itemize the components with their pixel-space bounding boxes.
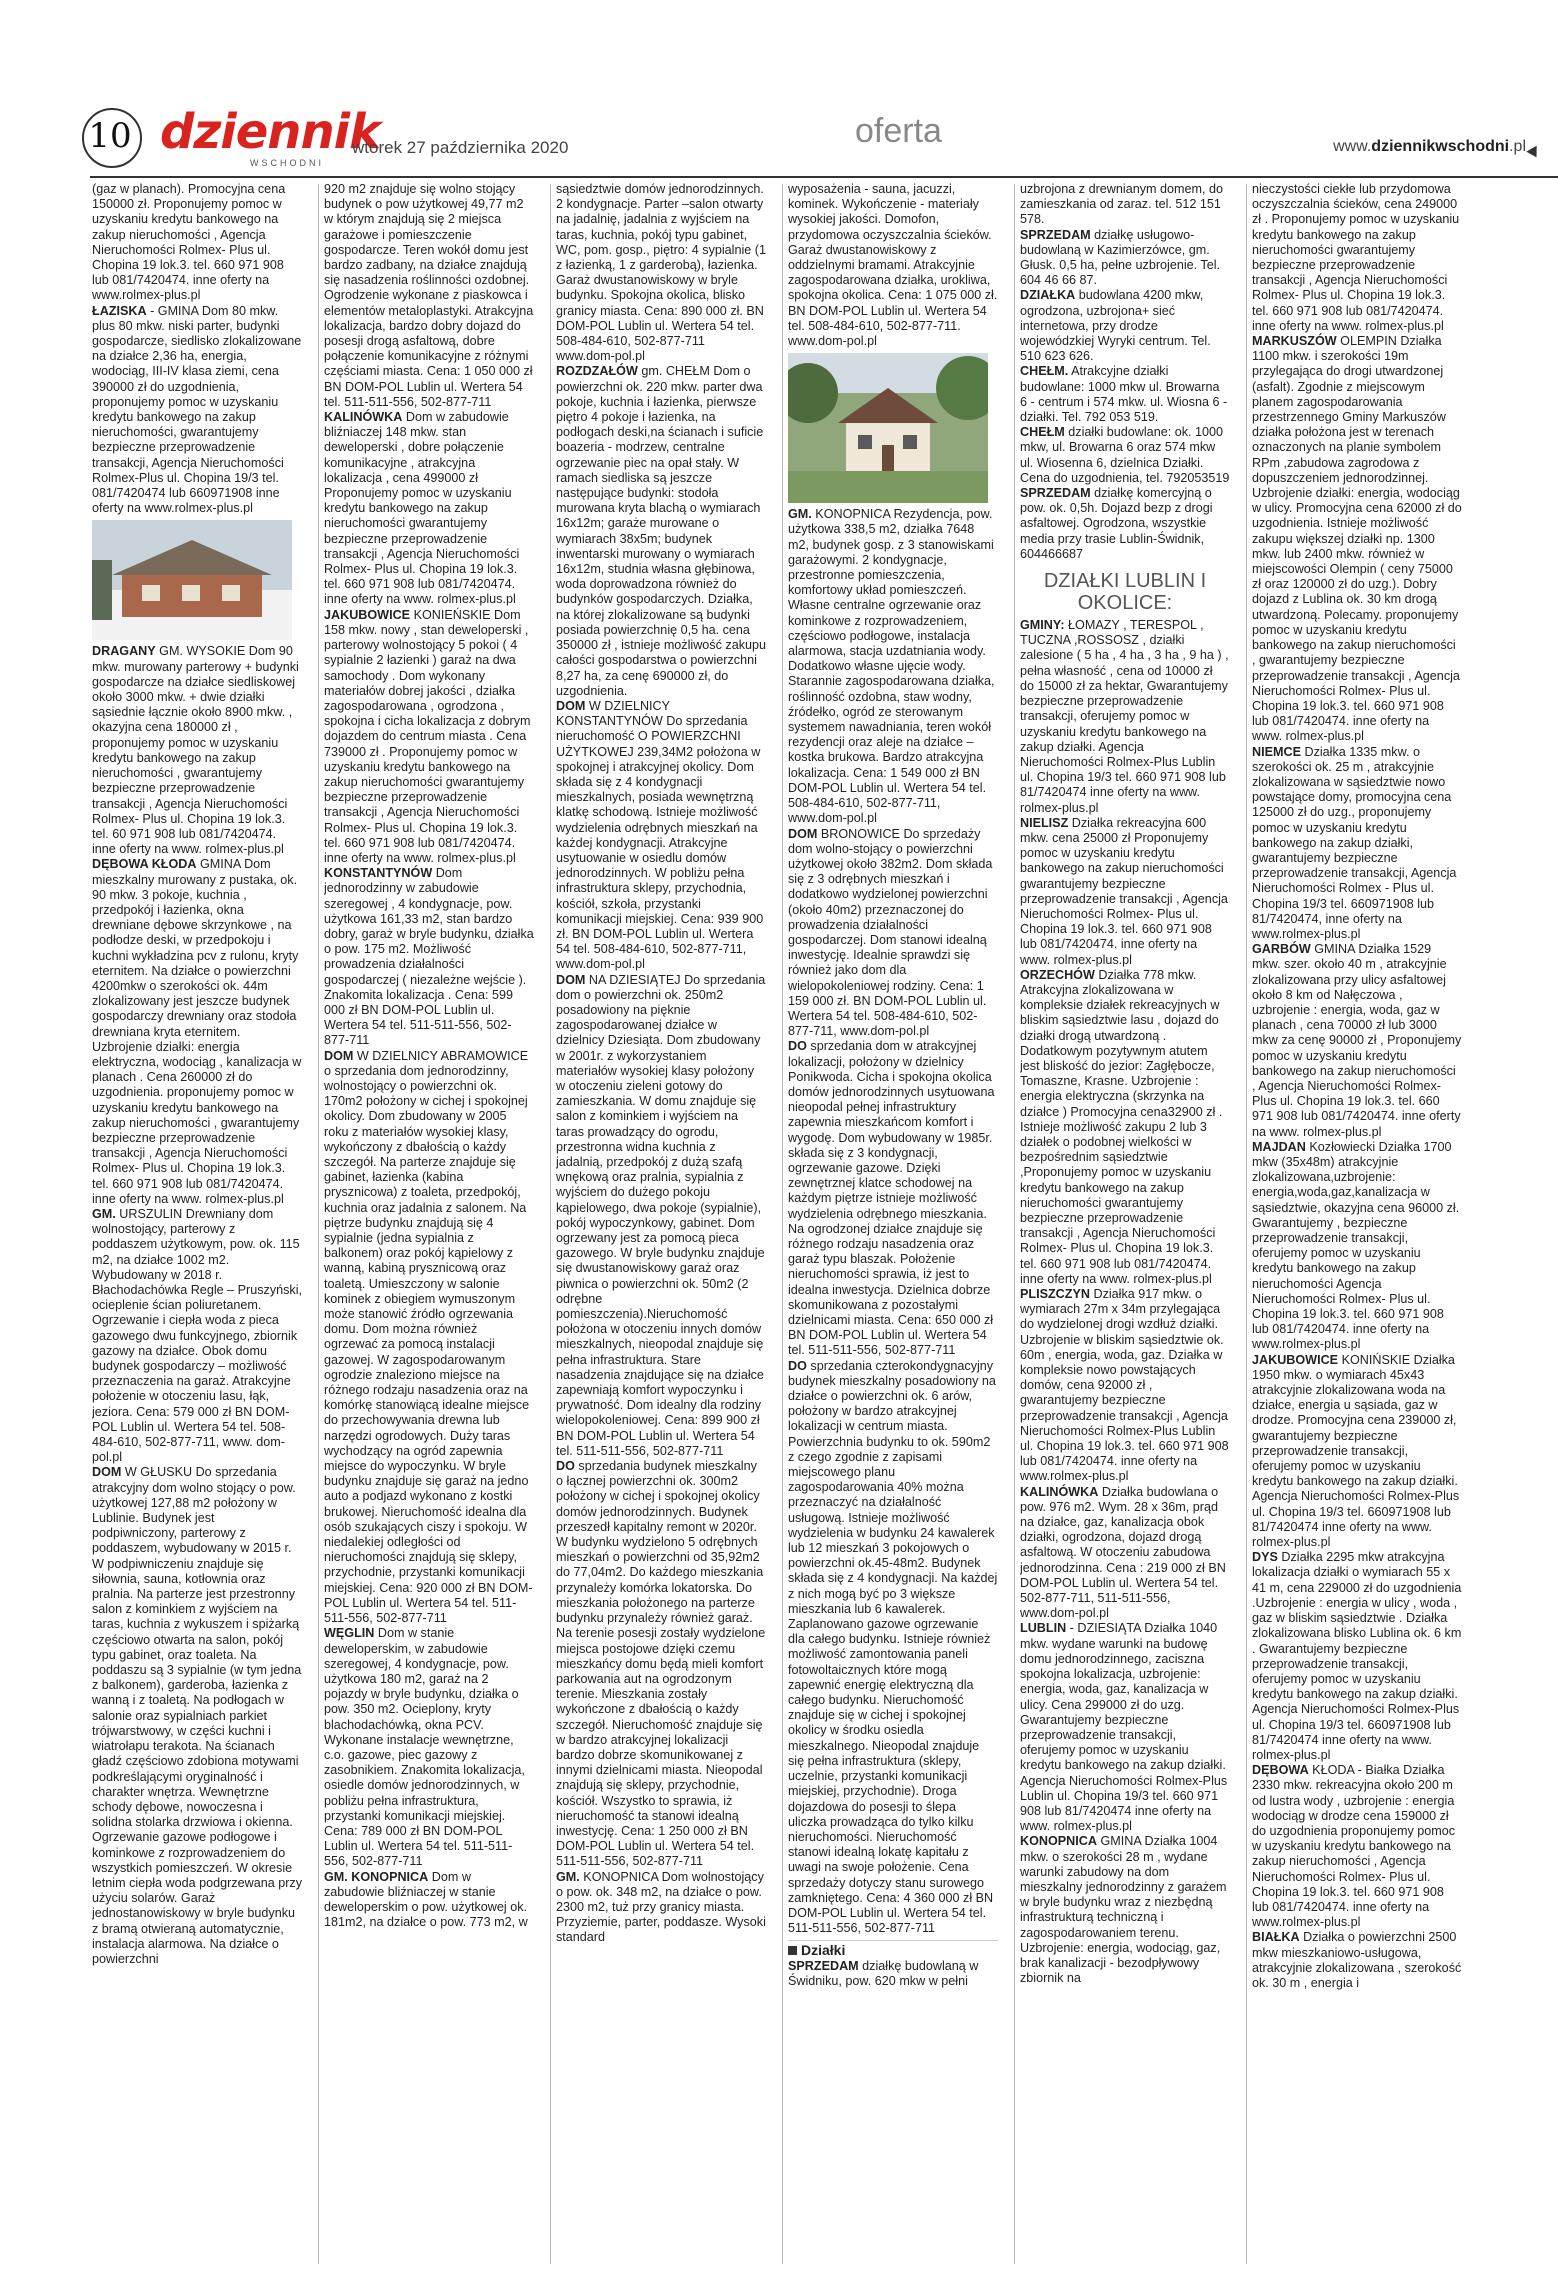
listing: GM. URSZULIN Drewniany dom wolnostojący, parterowy z poddaszem użytkowym, pow. ok. 115 m2, na działce 1002 m2. Wybudowany w 2018 r. Błachodachówka Regle – Pruszyński, ocieplenie ścian poliuretanem. Ogrzewanie i ciepła woda z pieca gazowego dwu funkcyjnego, zbiornik gazowy na działce. Obok domu budynek gospodarczy – możliwość przeznaczenia na garaż. Atrakcyjne położenie w otoczeniu lasu, łąk, jeziora. Cena: 579 000 zł BN DOM-POL Lublin ul. Wertera 54 tel. 508-484-610, 502-877-711, www. dom-pol.pl [92,1206,302,1465]
page-number: 10 [88,116,132,156]
listing: KONSTANTYNÓW Dom jednorodzinny w zabudowie szeregowej , 4 kondygnacje, pow. użytkowa 161,33 m2, stan bardzo dobry, garaż w bryle budynku, działka o pow. 175 m2. Możliwość prowadzenia działalności gospodarczej ( niezależne wejście ). Znakomita lokalizacja . Cena: 599 000 zł BN DOM-POL Lublin ul. Wertera 54 tel. 511-511-556, 502-877-711 [324,866,534,1048]
header-rule [90,176,1558,178]
brand-subtitle: WSCHODNI [250,158,324,168]
listing: PLISZCZYN Działka 917 mkw. o wymiarach 27m x 34m przylegająca do wydzielonej drogi wzdłuż działki. Uzbrojenie w bliskim sąsiedztwie ok. 60m , energia, woda, gaz. Działka w kompleksie nowo powstających domów, cena 92000 zł , gwarantujemy bezpieczne przeprowadzenie transakcji , Agencja Nieruchomości Rolmex-Plus Lublin ul. Chopina 19 lok.3. tel. 660 971 908 lub 081/7420474. inne oferty na www.rolmex-plus.pl [1020,1287,1229,1484]
section-title: oferta [855,112,942,150]
listing: BIAŁKA Działka o powierzchni 2500 mkw mieszkaniowo-usługowa, atrakcyjnie zlokalizowana , szerokość ok. 30 m , energia i [1252,1930,1462,1990]
listing: DO sprzedania dom w atrakcyjnej lokalizacji, położony w dzielnicy Ponikwoda. Cicha i spokojna okolica domów jednorodzinnych usytuowana nieopodal pełnej infrastruktury zapewnia mieszkańcom komfort i wygodę. Dom wybudowany w 1985r. składa się z 3 kondygnacji, ogrzewanie gazowe. Dzięki zewnętrznej klatce schodowej na każdym piętrze istnieje możliwość wydzielenia odrębnego mieszkania. Na ogrodzonej działce znajduje się różnego rodzaju nasadzenia oraz garaż typu blaszak. Położenie nieruchomości sprawia, iż jest to idealna inwestycja. Dzielnica dobrze skomunikowana z pozostałymi dzielnicami miasta. Cena: 650 000 zł BN DOM-POL Lublin ul. Wertera 54 tel. 511-511-556, 502-877-711 [788,1039,995,1358]
listing: CHEŁM. Atrakcyjne działki budowlane: 1000 mkw ul. Browarna 6 - centrum i 574 mkw. ul. Wiosna 6 - działki. Tel. 792 053 519. [1020,364,1228,425]
listing: NIEMCE Działka 1335 mkw. o szerokości ok. 25 m , atrakcyjnie zlokalizowana w sąsiedztwie nowo powstające domy, promocyjna cena 125000 zł do uzg., proponujemy pomoc w uzyskaniu kredytu bankowego na zakup działki, gwarantujemy bezpieczne przeprowadzenie transakcji, Agencja Nieruchomości Rolmex - Plus ul. Chopina 19/3 tel. 660971908 lub 81/7420474, inne oferty na www.rolmex-plus.pl [1252,744,1457,941]
listing-text: nieczystości ciekłe lub przydomowa oczyszczalnia ścieków, cena 249000 zł . Proponujemy pomoc w uzyskaniu kredytu bankowego na zakup nieruchomości gwarantujemy bezpieczne przeprowadzenie transakcji , Agencja Nieruchomości Rolmex- Plus ul. Chopina 19 lok.3. tel. 660 971 908 lub 081/7420474. inne oferty na www. rolmex-plus.pl [1252,182,1460,333]
page-header [0,0,1558,180]
listing: DĘBOWA KŁODA - Białka Działka 2330 mkw. rekreacyjna około 200 m od lustra wody , uzbrojenie : energia wodociąg w drodze cena 159000 zł do uzgodnienia proponujemy pomoc w uzyskaniu kredytu bankowego na zakup nieruchomości , Agencja Nieruchomości Rolmex- Plus ul. Chopina 19 lok.3. tel. 660 971 908 lub 081/7420474. inne oferty na www.rolmex-plus.pl [1252,1763,1456,1930]
issue-date: wtorek 27 października 2020 [352,138,569,157]
column-3 [556,182,766,2272]
listing: MARKUSZÓW OLEMPIN Działka 1100 mkw. i szerokości 19m przylegająca do drogi utwardzonej (asfalt). Zgodnie z miejscowym planem zagospodarowania przestrzennego Gminy Markuszów działka położona jest w terenach oznaczonych na planie symbolem RPm ,zabudowa zagrodowa z dopuszczeniem jednorodzinnej. Uzbrojenie działki: energia, wodociąg w ulicy. Promocyjna cena 62000 zł do uzgodnienia. Istnieje możliwość zakupu większej działki np. 1300 mkw. lub 2400 mkw. również w miejscowości Olempin ( ceny 75000 zł oraz 120000 zł do uzg.). Dobry dojazd z Lublina ok. 30 km drogą utwardzoną. Polecamy. proponujemy pomoc w uzyskaniu kredytu bankowego na zakup nieruchomości , gwarantujemy bezpieczne przeprowadzenie transakcji , Agencja Nieruchomości Rolmex- Plus ul. Chopina 19 lok.3. tel. 660 971 908 lub 081/7420474. inne oferty na www. rolmex-plus.pl [1252,334,1462,744]
column-5 [1020,182,1230,2272]
listing: DĘBOWA KŁODA GMINA Dom mieszkalny murowany z pustaka, ok. 90 mkw. 3 pokoje, kuchnia , przedpokój i łazienka, okna drewniane dębowe skrzynkowe , na podłodze deski, w przedpokoju i kuchni wykładzina pcv z rulonu, kryty eternitem. Na działce o powierzchni 4200mkw o szerokości ok. 44m zlokalizowany jest jeszcze budynek gospodarczy drewniany oraz stodoła drewniana kryta eternitem. Uzbrojenie działki: energia elektryczna, wodociąg , kanalizacja w planach . Cena 260000 zł do uzgodnienia. proponujemy pomoc w uzyskaniu kredytu bankowego na zakup nieruchomości , gwarantujemy bezpieczne przeprowadzenie transakcji , Agencja Nieruchomości Rolmex- Plus ul. Chopina 19 lok.3. tel. 660 971 908 lub 081/7420474. inne oferty na www. rolmex-plus.pl [92,857,302,1206]
listing: SPRZEDAM działkę usługowo-budowlaną w Kazimierzówce, gm. Głusk. 0,5 ha, pełne uzbrojenie. Tel. 604 46 66 87. [1020,227,1220,288]
listing-text: sąsiedztwie domów jednorodzinnych. 2 kondygnacje. Parter –salon otwarty na jadalnię, jadalnia z wyjściem na taras, kuchnia, pokój typu gabinet, WC, pom. gosp., piętro: 4 sypialnie (1 z łazienką, 1 z garderobą), łazienka. Garaż dwustanowiskowy w bryle budynku. Spokojna okolica, blisko granicy miasta. Cena: 890 000 zł. BN DOM-POL Lublin ul. Wertera 54 tel. 508-484-610, 502-877-711 www.dom-pol.pl [556,182,766,364]
listing: GARBÓW GMINA Działka 1529 mkw. szer. około 40 m , atrakcyjnie zlokalizowana przy ulicy asfaltowej około 8 km od Nałęczowa , uzbrojenie : energia, woda, gaz w planach , cena 70000 zł lub 3000 mkw za cenę 90000 zł , Proponujemy pomoc w uzyskaniu kredytu bankowego na zakup nieruchomości , Agencja Nieruchomości Rolmex- Plus ul. Chopina 19 lok.3. tel. 660 971 908 lub 081/7420474. inne oferty na www. rolmex-plus.pl [1252,942,1462,1139]
listing: GM. KONOPNICA Dom wolnostojący o pow. ok. 348 m2, na działce o pow. 2300 m2, tuż przy granicy miasta. Przyziemie, parter, poddasze. Wysoki standard [556,1869,766,1945]
house-photo [92,520,292,640]
listing: MAJDAN Kozłowiecki Działka 1700 mkw (35x48m) atrakcyjnie zlokalizowana,uzbrojenie: energia,woda,gaz,kanalizacja w sąsiedztwie, okazyjna cena 96000 zł. Gwarantujemy , bezpieczne przeprowadzenie transakcji, oferujemy pomoc w uzyskaniu kredytu bankowego na zakup nieruchomości Agencja Nieruchomości Rolmex- Plus ul. Chopina 19 lok.3. tel. 660 971 908 lub 081/7420474. inne oferty na www.rolmex-plus.pl [1252,1139,1460,1352]
listing-text: (gaz w planach). Promocyjna cena 150000 zł. Proponujemy pomoc w uzyskaniu kredytu bankowego na zakup nieruchomości , Agencja Nieruchomości Rolmex- Plus ul. Chopina 19 lok.3. tel. 660 971 908 lub 081/7420474. inne oferty na www.rolmex-plus.pl [92,182,286,303]
listing: KALINÓWKA Dom w zabudowie bliźniaczej 148 mkw. stan deweloperski , dobre połączenie komunikacyjne , atrakcyjna lokalizacja , cena 499000 zł Proponujemy pomoc w uzyskaniu kredytu bankowego na zakup nieruchomości gwarantujemy bezpieczne przeprowadzenie transakcji , Agencja Nieruchomości Rolmex- Plus ul. Chopina 19 lok.3. tel. 660 971 908 lub 081/7420474. inne oferty na www. rolmex-plus.pl [324,410,520,607]
column-1 [92,182,302,2272]
listing: DOM BRONOWICE Do sprzedaży dom wolno-stojący o powierzchni użytkowej około 382m2. Dom składa się z 3 odrębnych mieszkań i dodatkowo wydzielonej powierzchni (około 40m2) przeznaczonej do prowadzenia działalności gospodarczej. Dom stanowi idealną inwestycję. Idealnie sprawdzi się również jako dom dla wielopokoleniowej rodziny. Cena: 1 159 000 zł. BN DOM-POL Lublin ul. Wertera 54 tel. 508-484-610, 502-877-711, www.dom-pol.pl [788,826,993,1039]
listing: DYS Działka 2295 mkw atrakcyjna lokalizacja działki o wymiarach 55 x 41 m, cena 229000 zł do uzgodnienia .Uzbrojenie : energia w ulicy , woda , gaz w bliskim sąsiedztwie . Działka zlokalizowana blisko Lublina ok. 6 km . Gwarantujemy bezpieczne przeprowadzenie transakcji, oferujemy pomoc w uzyskaniu kredytu bankowego na zakup działki. Agencja Nieruchomości Rolmex-Plus ul. Chopina 19/3 tel. 660971908 lub 81/7420474 inne oferty na www. rolmex-plus.pl [1252,1550,1462,1762]
listing-text: wyposażenia - sauna, jacuzzi, kominek. Wykończenie - materiały wysokiej jakości. Domofon, przydomowa oczyszczalnia ścieków. Garaż dwustanowiskowy z oddzielnymi bramami. Atrakcyjnie zagospodarowana działka, urokliwa, spokojna okolica. Cena: 1 075 000 zł. BN DOM-POL Lublin ul. Wertera 54 tel. 508-484-610, 502-877-711. www.dom-pol.pl [788,182,998,349]
column-2 [324,182,534,2272]
square-bullet-icon [788,1946,797,1955]
listings-body [92,182,1542,2272]
listing: ŁAZISKA - GMINA Dom 80 mkw. plus 80 mkw. niski parter, budynki gospodarcze, siedlisko zlokalizowane na działce 2,36 ha, energia, wodociąg, III-IV klasa ziemi, cena 390000 zł do uzgodnienia, proponujemy pomoc w uzyskaniu kredytu bankowego na zakup nieruchomości, gwarantujemy bezpieczne przeprowadzenie transakcji, Agencja Nieruchomości Rolmex-Plus ul. Chopina 19/3 tel. 081/7420474 lub 660971908 inne oferty na www.rolmex-plus.pl [92,303,302,516]
listing: SPRZEDAM działkę komercyjną o pow. ok. 0,5h. Dojazd bezp z drogi asfaltowej. Ogrodzona, wszystkie media przy trasie Lublin-Świdnik, 604466687 [1020,486,1213,561]
listing: GM. KONOPNICA Rezydencja, pow. użytkowa 338,5 m2, działka 7648 m2, budynek gosp. z 3 stanowiskami garażowymi. 2 kondygnacje, przestronne pomieszczenia, komfortowy układ pomieszczeń. Własne centralne ogrzewanie oraz kominkowe z rozprowadzeniem, częściowo podłogowe, instalacja alarmowa, stacja uzdatniania wody. Dodatkowo własne ujęcie wody. Starannie zagospodarowana działka, roślinność ozdobna, staw wodny, źródełko, ogród ze sterowanym systemem nawadniania, teren wokół rezydencji oraz aleje na działce – kostka brukowa. Bardzo atrakcyjna lokalizacja. Cena: 1 549 000 zł BN DOM-POL Lublin ul. Wertera 54 tel. 508-484-610, 502-877-711, www.dom-pol.pl [788,507,995,826]
residence-photo [788,353,988,503]
website-link[interactable]: www.dziennikwschodni.pl [1333,138,1526,155]
listing: DOM W GŁUSKU Do sprzedania atrakcyjny dom wolno stojący o pow. użytkowej 127,88 m2 położony w Lublinie. Budynek jest podpiwniczony, parterowy z poddaszem, wybudowany w 2015 r. W podpiwniczeniu znajduje się siłownia, sauna, kotłownia oraz pralnia. Na parterze jest przestronny salon z kominkiem z wyjściem na taras, kuchnia z wykuszem i spiżarką częściowo otwarta na salon, pokój typu gabinet, oraz toaleta. Na poddaszu są 3 sypialnie (w tym jedna z balkonem), garderoba, łazienka z wanną i z toaletą. Na podłogach w salonie oraz sypialniach parkiet trójwarstwowy, w części kuchni i wiatrołapu terakota. Na ścianach gładź częściowo zdobiona motywami podkreślającymi oryginalność i charakter wnętrza. Wewnętrzne schody dębowe, nowoczesna i solidna stolarka drzwiowa i okienna. Ogrzewanie gazowe podłogowe i kominkowe z rozprowadzeniem do wszystkich pomieszczeń. W okresie letnim ciepła woda podgrzewana przy użyciu solarów. Garaż jednostanowiskowy w bryle budynku z bramą otwieraną automatycznie, instalacja alarmowa. Na działce o powierzchni [92,1465,302,1966]
listing: DO sprzedania budynek mieszkalny o łącznej powierzchni ok. 300m2 położony w cichej i spokojnej okolicy domów jednorodzinnych. Budynek przeszedł kapitalny remont w 2020r. W budynku wydzielono 5 odrębnych mieszkań o powierzchni od 35,92m2 do 77,04m2. Do każdego mieszkania przynależy komórka lokatorska. Do mieszkania położonego na parterze budynku przynależy również garaż. Na terenie posesji zostały wydzielone miejsca postojowe dzięki czemu mieszkańcy domu będą mieli komfort parkowania aut na ogrodzonym terenie. Mieszkania zostały wykończone z dbałością o każdy szczegół. Nieruchomość znajduje się w bardzo atrakcyjnej lokalizacji bardzo dobrze skomunikowanej z innymi dzielnicami miasta. Nieopodal znajdują się sklepy, przychodnie, kościół. Wszystko to sprawia, iż nieruchomość ta stanowi idealną inwestycję. Cena: 1 250 000 zł BN DOM-POL Lublin ul. Wertera 54 tel. 511-511-556, 502-877-711 [556,1459,766,1869]
listing: DOM NA DZIESIĄTEJ Do sprzedania dom o powierzchni ok. 250m2 posadowiony na pięknie zagospodarowanej działce w dzielnicy Dziesiąta. Dom zbudowany w 2001r. z wykorzystaniem materiałów wysokiej klasy położony w otoczeniu zieleni gotowy do zamieszkania. W domu znajduje się salon z kominkiem i wyjściem na taras prowadzący do ogrodu, przestronna widna kuchnia z jadalnią, przedpokój z dużą szafą wnękową oraz pralnia, sypialnia z wyjściem do dużego pokoju kąpielowego, dwa pokoje (sypialnie), pokój wypoczynkowy, gabinet. Dom ogrzewany jest za pomocą pieca gazowego. W bryle budynku znajduje się dwustanowiskowy garaż oraz piwnica o powierzchni ok. 50m2 (2 odrębne pomieszczenia).Nieruchomość położona w otoczeniu innych domów mieszkalnych, nieopodal znajduje się pełna infrastruktura. Stare nasadzenia znajdujące się na działce zapewniają komfort wypoczynku i prywatność. Dom idealny dla rodziny wielopokoleniowej. Cena: 899 900 zł BN DOM-POL Lublin ul. Wertera 54 tel. 511-511-556, 502-877-711 [556,972,766,1458]
listing: CHEŁM działki budowlane: ok. 1000 mkw, ul. Browarna 6 oraz 574 mkw ul. Wiosenna 6, dzielnica Działki. Cena do uzgodnienia, tel. 792053519 [1020,425,1230,485]
column-6 [1252,182,1462,2272]
cursor-icon [1526,146,1541,161]
listing: GMINY: ŁOMAZY , TERESPOL , TUCZNA ,ROSSOSZ , działki zalesione ( 5 ha , 4 ha , 3 ha , 9 ha ) , pełna własność , cena od 10000 zł do 15000 zł za hektar, Gwarantujemy bezpieczne przeprowadzenie transakcji, oferujemy pomoc w uzyskaniu kredytu bankowego na zakup działki. Agencja Nieruchomości Rolmex-Plus Lublin ul. Chopina 19/3 tel. 660 971 908 lub 81/7420474 inne oferty na www. rolmex-plus.pl [1020,618,1229,815]
section-heading: DZIAŁKI LUBLIN I OKOLICE: [1043,570,1207,615]
listing-text: 920 m2 znajduje się wolno stojący budynek o pow użytkowej 49,77 m2 w którym znajdują się 2 miejsca garażowe i pomieszczenie gospodarcze. Teren wokół domu jest bardzo zadbany, na działce znajdują się nasadzenia roślinności ozdobnej. Ogrodzenie wykonane z piaskowca i elementów metaloplastyki. Atrakcyjna lokalizacja, bardzo dobry dojazd do posesji drogą asfaltową, dobre połączenie komunikacyjne z różnymi częściami miasta. Cena: 1 050 000 zł BN DOM-POL Lublin ul. Wertera 54 tel. 511-511-556, 502-877-711 [324,182,534,409]
brand-logo: dziennik [160,104,381,160]
listing: ORZECHÓW Działka 778 mkw. Atrakcyjna zlokalizowana w kompleksie działek rekreacyjnych w bliskim sąsiedztwie lasu , dojazd do działki drogą utwardzoną . Dodatkowym pozytywnym atutem jest bliskość do jezior: Zagłębocze, Tomaszne, Krasne. Uzbrojenie : energia elektryczna (skrzynka na działce ) Promocyjna cena32900 zł . Istnieje możliwość zakupu 2 lub 3 działek o podobnej wielkości w bezpośrednim sąsiedztwie ,Proponujemy pomoc w uzyskaniu kredytu bankowego na zakup nieruchomości gwarantujemy bezpieczne przeprowadzenie transakcji , Agencja Nieruchomości Rolmex- Plus ul. Chopina 19 lok.3. tel. 660 971 908 lub 081/7420474. inne oferty na www. rolmex-plus.pl [1020,967,1223,1286]
listing: LUBLIN - DZIESIĄTA Działka 1040 mkw. wydane warunki na budowę domu jednorodzinnego, zaciszna spokojna lokalizacja, uzbrojenie: energia, woda, gaz, kanalizacja w ulicy. Cena 299000 zł do uzg. Gwarantujemy bezpieczne przeprowadzenie transakcji, oferujemy pomoc w uzyskaniu kredytu bankowego na zakup działki. Agencja Nieruchomości Rolmex-Plus Lublin ul. Chopina 19/3 tel. 660 971 908 lub 81/7420474 inne oferty na www. rolmex-plus.pl [1020,1621,1228,1834]
column-4 [788,182,998,2272]
listing: KONOPNICA GMINA Działka 1004 mkw. o szerokości 28 m , wydane warunki zabudowy na dom mieszkalny jednorodzinny z garażem w bryle budynku wraz z niezbędną infrastrukturą techniczną i zagospodarowaniem terenu. Uzbrojenie: energia, wodociąg, gaz, brak kanalizacji - bezodpływowy zbiornik na [1020,1834,1227,1986]
listing: JAKUBOWICE KONIEŃSKIE Dom 158 mkw. nowy , stan deweloperski , parterowy wolnostojący 5 pokoi ( 4 sypialnie 2 łazienki ) garaż na dwa samochody . Dom wykonany materiałów dobrej jakości , działka zagospodarowana , ogrodzona , spokojna i cicha lokalizacja z dobrym dojazdem do centrum miasta . Cena 739000 zł . Proponujemy pomoc w uzyskaniu kredytu bankowego na zakup nieruchomości gwarantujemy bezpieczne przeprowadzenie transakcji , Agencja Nieruchomości Rolmex- Plus ul. Chopina 19 lok.3. tel. 660 971 908 lub 081/7420474. inne oferty na www. rolmex-plus.pl [324,607,531,865]
listing: KALINÓWKA Działka budowlana o pow. 976 m2. Wym. 28 x 36m, prąd na działce, gaz, kanalizacja obok działki, ogrodzona, dojazd drogą asfaltową. W otoczeniu zabudowa jednorodzinna. Cena : 219 000 zł BN DOM-POL Lublin ul. Wertera 54 tel. 502-877-711, 511-511-556, www.dom-pol.pl [1020,1484,1226,1621]
listing: DOM W DZIELNICY KONSTANTYNÓW Do sprzedania nieruchomość O POWIERZCHNI UŻYTKOWEJ 239,34M2 położona w spokojnej i atrakcyjnej okolicy. Dom składa się z 4 kondygnacji mieszkalnych, posiada wewnętrzną klatkę schodową. Istnieje możliwość wydzielenia odrębnych mieszkań na każdej kondygnacji. Atrakcyjne usytuowanie w osiedlu domów jednorodzinnych. W pobliżu pełna infrastruktura sklepy, przychodnia, kościół, szkoła, przystanki komunikacji miejskiej. Cena: 939 900 zł. BN DOM-POL Lublin ul. Wertera 54 tel. 508-484-610, 502-877-711, www.dom-pol.pl [556,698,764,972]
listing: DRAGANY GM. WYSOKIE Dom 90 mkw. murowany parterowy + budynki gospodarcze na działce siedliskowej około 3000 mkw. + dwie działki sąsiednie łącznie około 8900 mkw. , okazyjna cena 180000 zł , proponujemy pomoc w uzyskaniu kredytu bankowego na zakup nieruchomości , gwarantujemy bezpieczne przeprowadzenie transakcji , Agencja Nieruchomości Rolmex- Plus ul. Chopina 19 lok.3. tel. 60 971 908 lub 081/7420474. inne oferty na www. rolmex-plus.pl [92,644,299,857]
listing: DOM W DZIELNICY ABRAMOWICE o sprzedania dom jednorodzinny, wolnostojący o powierzchni ok. 170m2 położony w cichej i spokojnej okolicy. Dom zbudowany w 2005 roku z materiałów wysokiej klasy, wykończony z dbałością o każdy szczegół. Na parterze znajduje się gabinet, łazienka (kabina prysznicowa) z toaleta, przedpokój, kuchnia oraz jadalnia z salonem. Na piętrze budynku znajdują się 4 sypialnie (jedna sypialnia z balkonem) oraz pokój kąpielowy z wanną, kabiną prysznicową oraz toaletą. Umieszczony w salonie kominek z obiegiem wymuszonym może stanowić źródło ogrzewania domu. Dom można również ogrzewać za pomocą instalacji gazowej. W zagospodarowanym ogrodzie znaleziono miejsce na różnego rodzaju nasadzenia oraz na komórkę stanowiącą idealne miejsce do przechowywania drewna lub narzędzi ogrodowych. Duży taras wychodzący na ogród zapewnia miejsce do wypoczynku. W bryle budynku znajduje się garaż na jedno auto a podjazd wykonano z kostki brukowej. Nieruchomość idealna dla osób szukających ciszy i spokoju. W niedalekiej odległości od nieruchomości znajdują się sklepy, przychodnie, przystanki komunikacji miejskiej. Cena: 920 000 zł BN DOM-POL Lublin ul. Wertera 54 tel. 511-511-556, 502-877-711 [324,1048,533,1626]
listing-text: uzbrojona z drewnianym domem, do zamieszkania od zaraz. tel. 512 151 578. [1020,182,1224,227]
listing: NIELISZ Działka rekreacyjna 600 mkw. cena 25000 zł Proponujemy pomoc w uzyskaniu kredytu bankowego na zakup nieruchomości gwarantujemy bezpieczne przeprowadzenie transakcji , Agencja Nieruchomości Rolmex- Plus ul. Chopina 19 lok.3. tel. 660 971 908 lub 081/7420474. inne oferty na www. rolmex-plus.pl [1020,815,1228,967]
category-heading: Działki [788,1940,998,1958]
listing: DZIAŁKA budowlana 4200 mkw, ogrodzona, uzbrojona+ sieć internetowa, przy drodze wojewódzkiej Wyryki centrum. Tel. 510 623 626. [1020,288,1211,364]
listing: SPRZEDAM działkę budowlaną w Świdniku, pow. 620 mkw w pełni [788,1958,979,1988]
listing: GM. KONOPNICA Dom w zabudowie bliźniaczej w stanie deweloperskim o pow. użytkowej ok. 181m2, na działce o pow. 773 m2, w [324,1869,528,1930]
listing: ROZDZAŁÓW gm. CHEŁM Dom o powierzchni ok. 220 mkw. parter dwa pokoje, kuchnia i łazienka, pierwsze piętro 4 pokoje i łazienka, na podłogach deski,na ścianach i suficie boazeria - modrzew, centralne ogrzewanie piec na opał stały. W ramach siedliska są jeszcze następujące budynki: stodoła murowana kryta blachą o wymiarach 16x12m; garaże murowane o wymiarach 38x5m; budynek inwentarski murowany o wymiarach 16x12m, studnia własna głębinowa, woda doprowadzona również do budynków gospodarczych. Działka, na której zlokalizowane są budynki posiada powierzchnię 0,5 ha. cena 350000 zł , istnieje możliwość zakupu całości gospodarstwa o powierzchni 8,27 ha, za cenę 690000 zł, do uzgodnienia. [556,364,766,698]
listing: JAKUBOWICE KONIŃSKIE Działka 1950 mkw. o wymiarach 45x43 atrakcyjnie zlokalizowana woda na działce, energia u sąsiada, gaz w drodze. Promocyjna cena 239000 zł, gwarantujemy bezpieczne przeprowadzenie transakcji, oferujemy pomoc w uzyskaniu kredytu bankowego na zakup działki. Agencja Nieruchomości Rolmex-Plus ul. Chopina 19/3 tel. 660971908 lub 81/7420474 inne oferty na www. rolmex-plus.pl [1252,1352,1460,1550]
listing: WĘGLIN Dom w stanie deweloperskim, w zabudowie szeregowej, 4 kondygnacje, pow. użytkowa 180 m2, garaż na 2 pojazdy w bryle budynku, działka o pow. 350 m2. Ocieplony, kryty blachodachówką, okna PCV. Wykonane instalacje wewnętrzne, c.o. gazowe, piec gazowy z zasobnikiem. Znakomita lokalizacja, osiedle domów jednorodzinnych, w pobliżu pełna infrastruktura, przystanki komunikacji miejskiej. Cena: 789 000 zł BN DOM-POL Lublin ul. Wertera 54 tel. 511-511-556, 502-877-711 [324,1626,525,1869]
listing: DO sprzedania czterokondygnacyjny budynek mieszkalny posadowiony na działce o powierzchni ok. 6 arów, położony w bardzo atrakcyjnej lokalizacji w centrum miasta. Powierzchnia budynku to ok. 590m2 z czego zgodnie z zapisami miejscowego planu zagospodarowania 40% można przeznaczyć na działalność usługową. Istnieje możliwość wydzielenia w budynku 24 kawalerek lub 12 mieszkań 3 pokojowych o powierzchni ok.45-48m2. Budynek składa się z 4 kondygnacji. Na każdej z nich mogą być po 3 większe mieszkania lub 6 kawalerek. Zaplanowano gazowe ogrzewanie dla całego budynku. Istnieje również możliwość zamontowania paneli fotowoltaicznych które mogą zapewnić energię elektryczną dla całego budynku. Nieruchomość znajduje się w cichej i spokojnej okolicy w środku osiedla mieszkalnego. Nieopodal znajduje się pełna infrastruktura (sklepy, uczelnie, przystanki komunikacji miejskiej, przychodnie). Droga dojazdowa do posesji to ślepa uliczka prowadząca do tylko kilku nieruchomości. Nieruchomość stanowi idealną lokatę kapitału z uwagi na swoje położenie. Cena sprzedaży dotyczy stanu surowego zamkniętego. Cena: 4 360 000 zł BN DOM-POL Lublin ul. Wertera 54 tel. 511-511-556, 502-877-711 [788,1358,998,1936]
